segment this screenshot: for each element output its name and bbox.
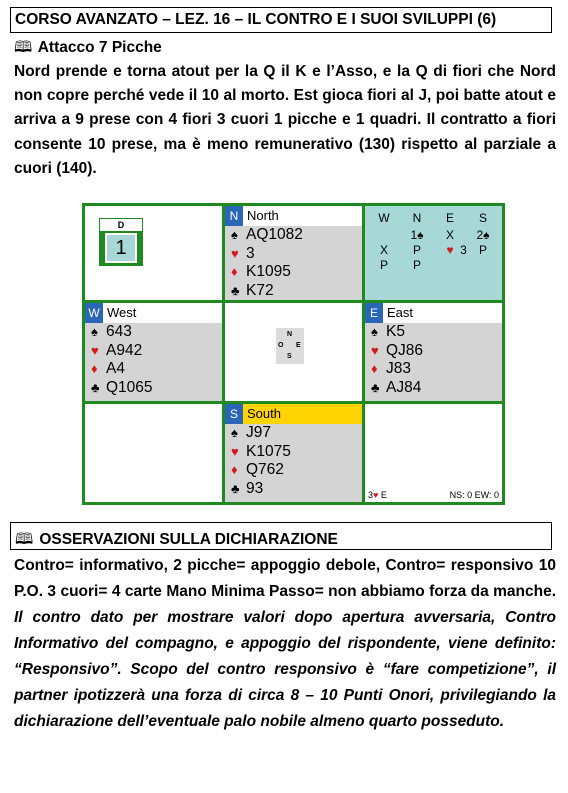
spade-icon: ♠ [231,227,238,242]
west-clubs: Q1065 [106,378,153,396]
diamond-icon: ♦ [231,264,238,279]
north-clubs: K72 [246,281,274,299]
north-hearts: 3 [246,244,255,262]
dealer-label: D [100,219,142,231]
south-clubs: 93 [246,479,264,497]
diamond-icon: ♦ [91,361,98,376]
heart-icon: ♥ [371,342,379,358]
bid: X [445,228,454,242]
west-name: West [107,305,137,320]
table-center [225,303,362,401]
north-diamonds: K1095 [246,263,291,280]
lead-heading-text: Attacco 7 Picche [37,39,162,56]
analysis-paragraph: Nord prende e torna atout per la Q il K e l’Asso, e la Q di fiori che Nord non copre perché vede il 10 al morto. Est gioca fiori al J, poi batte atout e arriva a 9 prese con 4 fiori 3 cuori 1 picche e 1 quadri. Il contratto a fiori consente 10 prese, ma è meno remunerativo (130) rispetto al parziale a cuori (140). [14,63,556,177]
contract-label: 3♥ E [368,490,387,500]
south-hearts: K1075 [246,442,291,460]
bid: 2♠ [476,228,490,242]
status-bar [365,489,502,502]
east-spades: K5 [386,323,405,340]
bid: P [412,258,421,272]
south-spades: J97 [246,424,271,441]
bid: P [478,243,487,257]
lead-heading [14,35,162,62]
bridge-diagram [82,203,505,505]
board-info-cell [85,206,222,300]
south-name: South [247,406,281,421]
north-name: North [247,208,279,223]
compass-icon: N O E S [276,328,304,364]
book-icon: 🕮 [15,531,34,548]
auction-box [365,206,502,300]
club-icon: ♣ [231,480,240,496]
east-tag: E [365,303,383,323]
east-diamonds: J83 [386,360,411,377]
club-icon: ♣ [91,379,100,395]
board-number: 1 [105,233,137,263]
auction-header-n: N [412,211,422,225]
observations-plain: Contro= informativo, 2 picche= appoggio debole, Contro= responsivo 10 P.O. 3 cuori= 4 carte Mano Minima Passo= non abbiamo forza da manche. [14,557,556,600]
diamond-icon: ♦ [231,462,238,477]
club-icon: ♣ [371,379,380,395]
north-hand [225,206,362,300]
dealer-indicator [99,218,143,266]
east-hearts: QJ86 [386,341,424,359]
empty-cell [85,404,222,502]
west-spades: 643 [106,323,132,340]
west-diamonds: A4 [106,360,125,377]
east-clubs: AJ84 [386,378,422,396]
observations-heading [10,522,552,550]
west-tag: W [85,303,103,323]
bid: 3 ♥ [446,243,467,257]
bid: 1♠ [410,228,424,242]
diamond-icon: ♦ [371,361,378,376]
heart-icon: ♥ [91,342,99,358]
lesson-title: CORSO AVANZATO – LEZ. 16 – IL CONTRO E I SUOI SVILUPPI (6) [10,7,552,33]
auction-header-e: E [445,211,454,225]
auction-header-w: W [378,211,390,225]
bid: P [412,243,421,257]
club-icon: ♣ [231,282,240,298]
south-tag: S [225,404,243,424]
west-hearts: A942 [106,341,143,359]
observations-paragraph [14,553,556,735]
bid: X [379,243,388,257]
heart-icon: ♥ [231,443,239,459]
observations-heading-text: OSSERVAZIONI SULLA DICHIARAZIONE [39,531,338,548]
east-hand [365,303,502,401]
score-label: NS: 0 EW: 0 [449,490,499,500]
heart-icon: ♥ [231,245,239,261]
result-cell [365,404,502,502]
auction-header-s: S [478,211,487,225]
book-icon: 🕮 [14,39,33,56]
west-hand [85,303,222,401]
east-name: East [387,305,414,320]
south-hand [225,404,362,502]
observations-italic: Il contro dato per mostrare valori dopo apertura avversaria, Contro Informativo del compagno, e appoggio del rispondente, viene definito: “Responsivo”. Scopo del contro responsivo è “fare competizione”, il partner ipotizzerà una forza di circa 8 – 10 Punti Onori, privilegiando la dichiarazione dell’eventuale palo nobile almeno quarto posseduto. [14,609,556,730]
north-spades: AQ1082 [246,226,303,243]
north-tag: N [225,206,243,226]
south-diamonds: Q762 [246,461,284,478]
spade-icon: ♠ [231,425,238,440]
spade-icon: ♠ [91,324,98,339]
bid: P [379,258,388,272]
spade-icon: ♠ [371,324,378,339]
